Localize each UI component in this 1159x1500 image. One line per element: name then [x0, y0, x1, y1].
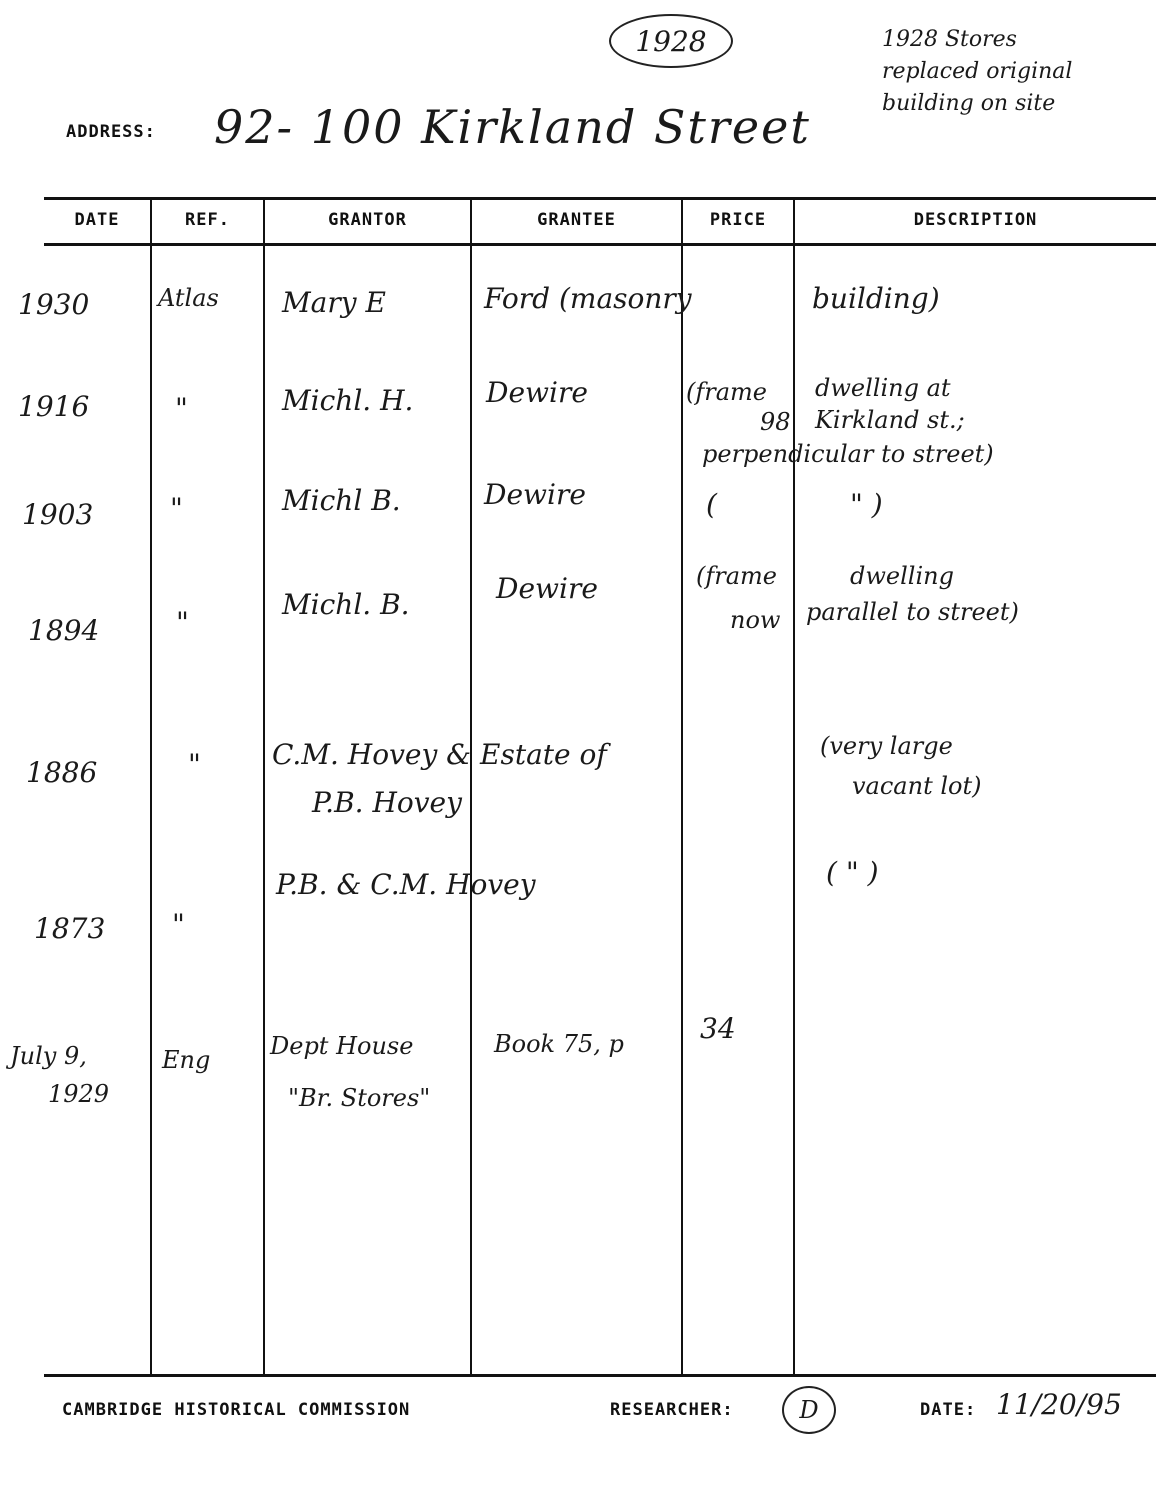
row-description: Kirkland st.;: [815, 406, 965, 434]
row-ref: Atlas: [158, 284, 219, 312]
row-price: now: [730, 606, 781, 634]
column-divider: [681, 200, 683, 1376]
row-price: (: [706, 488, 717, 521]
column-divider: [150, 200, 152, 1376]
column-divider: [263, 200, 265, 1376]
row-date: 1886: [26, 756, 98, 789]
row-ref: ": [175, 392, 188, 425]
row-date: July 9,: [10, 1042, 87, 1070]
row-date: 1873: [34, 912, 106, 945]
row-grantor: Michl. H.: [282, 384, 414, 417]
row-date: 1930: [18, 288, 90, 321]
row-grantor: Dept House: [270, 1032, 414, 1060]
row-grantor: Mary E: [282, 286, 386, 319]
row-grantee: Dewire: [496, 572, 598, 605]
row-description: " ): [850, 488, 883, 521]
column-divider: [793, 200, 795, 1376]
row-price: (frame: [696, 562, 777, 590]
row-grantee: Ford (masonry: [484, 282, 692, 315]
column-header-grantor: GRANTOR: [328, 210, 407, 230]
row-grantor: C.M. Hovey & Estate of: [272, 738, 607, 771]
row-ref: ": [170, 492, 183, 525]
row-date: 1916: [18, 390, 90, 423]
row-price: (frame: [686, 378, 767, 406]
row-ref: ": [172, 908, 185, 941]
row-grantor: Michl B.: [282, 484, 401, 517]
row-description: dwelling at: [815, 374, 951, 402]
column-header-ref: REF.: [185, 210, 230, 230]
row-date: 1929: [48, 1080, 110, 1108]
circled-year-text: 1928: [635, 24, 707, 58]
commission-name: CAMBRIDGE HISTORICAL COMMISSION: [62, 1400, 411, 1420]
margin-note: [882, 24, 1072, 120]
row-grantee: Dewire: [484, 478, 586, 511]
row-description: parallel to street): [806, 598, 1019, 626]
row-grantor: P.B. Hovey: [312, 786, 462, 819]
row-grantee: Book 75, p: [494, 1030, 624, 1058]
row-description: vacant lot): [852, 772, 982, 800]
row-ref: ": [188, 748, 201, 781]
row-grantor: "Br. Stores": [288, 1084, 431, 1112]
row-description: ( " ): [826, 856, 879, 889]
table-header-rule: [44, 243, 1156, 246]
row-price: 34: [700, 1012, 736, 1045]
row-description: (very large: [820, 732, 953, 760]
row-date: 1894: [28, 614, 100, 647]
margin-note-line: replaced original: [882, 59, 1073, 84]
row-grantor: P.B. & C.M. Hovey: [276, 868, 536, 901]
researcher-initial: [782, 1386, 836, 1434]
address-value: 92- 100 Kirkland Street: [214, 100, 811, 154]
margin-note-line: building on site: [882, 91, 1056, 116]
row-ref: ": [176, 606, 189, 639]
row-ref: Eng: [162, 1046, 211, 1074]
researcher-label: RESEARCHER:: [610, 1400, 734, 1420]
table-bottom-rule: [44, 1374, 1156, 1377]
date-label: DATE:: [920, 1400, 977, 1420]
row-description: building): [812, 282, 940, 315]
row-price: 98: [760, 408, 791, 436]
row-grantee: Dewire: [486, 376, 588, 409]
column-header-price: PRICE: [709, 210, 767, 230]
column-divider: [470, 200, 472, 1376]
date-value: 11/20/95: [996, 1388, 1122, 1421]
address-label: ADDRESS:: [66, 122, 156, 142]
column-header-date: DATE: [74, 210, 120, 230]
row-description: perpendicular to street): [702, 440, 994, 468]
column-header-grantee: GRANTEE: [537, 210, 616, 230]
circled-year: [609, 14, 733, 68]
row-grantor: Michl. B.: [282, 588, 410, 621]
table-top-rule: [44, 197, 1156, 200]
researcher-initial-text: D: [799, 1396, 819, 1424]
column-header-description: DESCRIPTION: [913, 210, 1038, 230]
row-date: 1903: [22, 498, 94, 531]
row-description: dwelling: [850, 562, 954, 590]
margin-note-line: 1928 Stores: [882, 27, 1017, 52]
